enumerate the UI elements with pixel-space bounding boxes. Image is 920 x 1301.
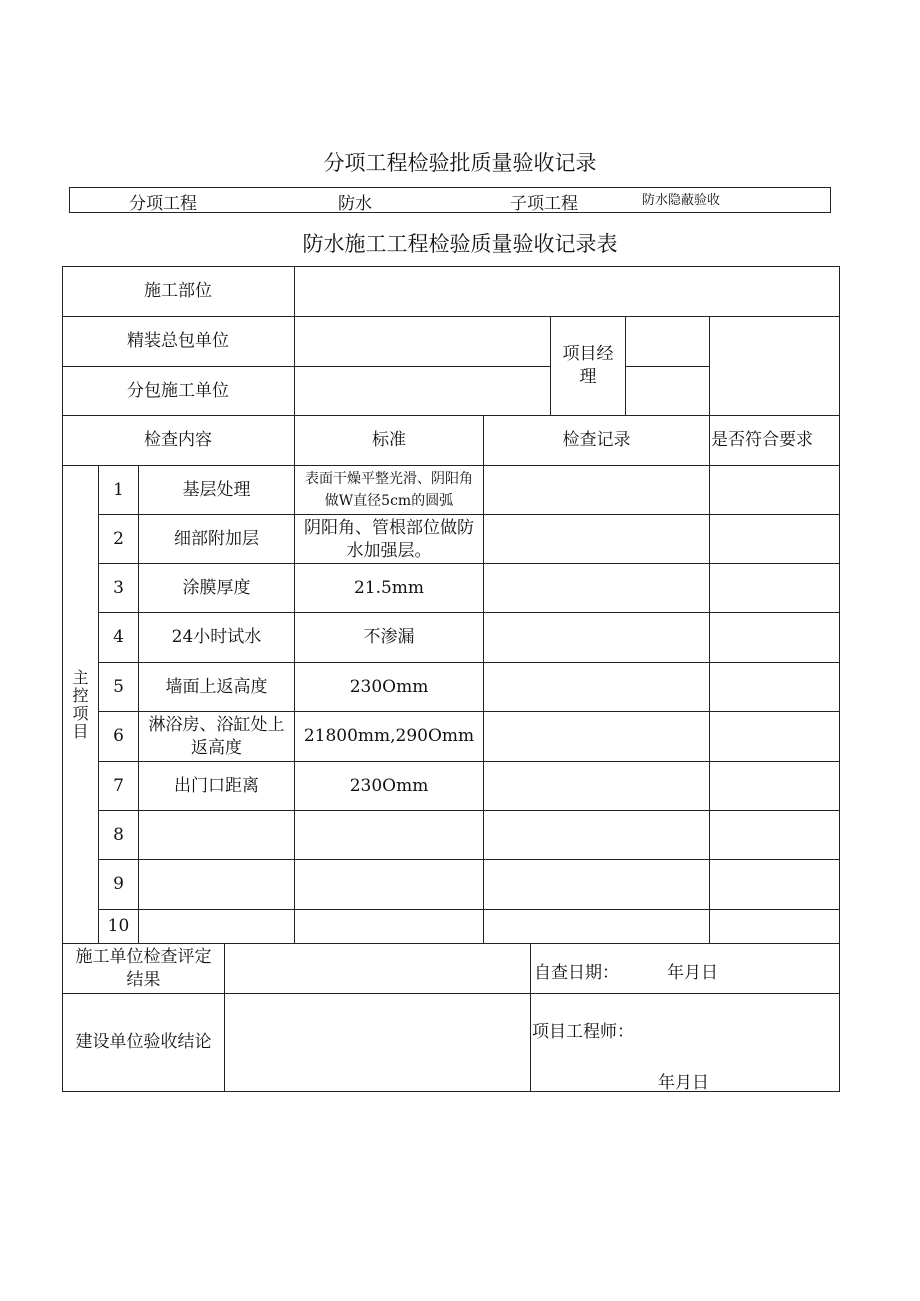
row-standard: 21.5mm: [353, 577, 425, 598]
subproject-label: 子项工程: [510, 194, 578, 214]
row-number: 5: [113, 676, 124, 697]
date-ymd: 年月日: [658, 1073, 709, 1093]
general-contractor-label: 精装总包单位: [127, 331, 229, 351]
row-number: 7: [113, 775, 124, 796]
row-item: 24小时试水: [171, 627, 262, 647]
row-standard: 21800mm,290Omm: [303, 726, 475, 746]
col-record: 检查记录: [562, 430, 631, 450]
row-standard: 阴阳角、管根部位做防 水加强层。: [304, 518, 474, 561]
row-number: 8: [113, 824, 124, 845]
project-engineer-label: 项目工程师：: [532, 1022, 634, 1042]
row-item: 涂膜厚度: [182, 577, 251, 598]
page-title: 分项工程检验批质量验收记录: [323, 151, 597, 175]
col-check-content: 检查内容: [144, 430, 212, 450]
subcontractor-label: 分包施工单位: [127, 380, 229, 401]
row-number: 1: [113, 479, 124, 500]
row-standard: 230Omm: [349, 775, 429, 796]
row-item: 出门口距离: [174, 775, 259, 796]
row-number: 2: [113, 528, 124, 549]
row-standard: 不渗漏: [363, 627, 415, 647]
main-control-label: 主控项目: [72, 667, 89, 741]
row-number: 4: [113, 627, 124, 647]
self-check-date-label: 自查日期：: [534, 963, 619, 983]
col-standard: 标准: [372, 430, 406, 450]
row-item: 墙面上返高度: [165, 676, 268, 697]
row-number: 3: [113, 577, 124, 598]
project-manager-label: 项目经 理: [562, 344, 614, 387]
construction-eval-label: 施工单位检查评定 结果: [75, 946, 212, 990]
row-item: 淋浴房、浴缸处上 返高度: [148, 714, 285, 758]
owner-conclusion-label: 建设单位验收结论: [75, 1032, 212, 1052]
location-label: 施工部位: [144, 281, 212, 301]
row-number: 10: [107, 916, 130, 936]
row-item: 细部附加层: [174, 528, 259, 549]
row-item: 基层处理: [182, 479, 251, 500]
form-title: 防水施工工程检验质量验收记录表: [302, 232, 618, 256]
col-compliance: 是否符合要求: [711, 430, 813, 450]
row-standard: 表面干燥平整光滑、阴阳角 做W直径5cm的圆弧: [305, 471, 473, 509]
date-ymd: 年月日: [667, 963, 718, 983]
subitem-value: 防水: [338, 194, 372, 214]
row-number: 9: [113, 874, 124, 894]
subitem-label: 分项工程: [129, 194, 197, 214]
row-number: 6: [113, 726, 124, 746]
subproject-value: 防水隐蔽验收: [642, 193, 721, 208]
row-standard: 230Omm: [349, 676, 429, 697]
